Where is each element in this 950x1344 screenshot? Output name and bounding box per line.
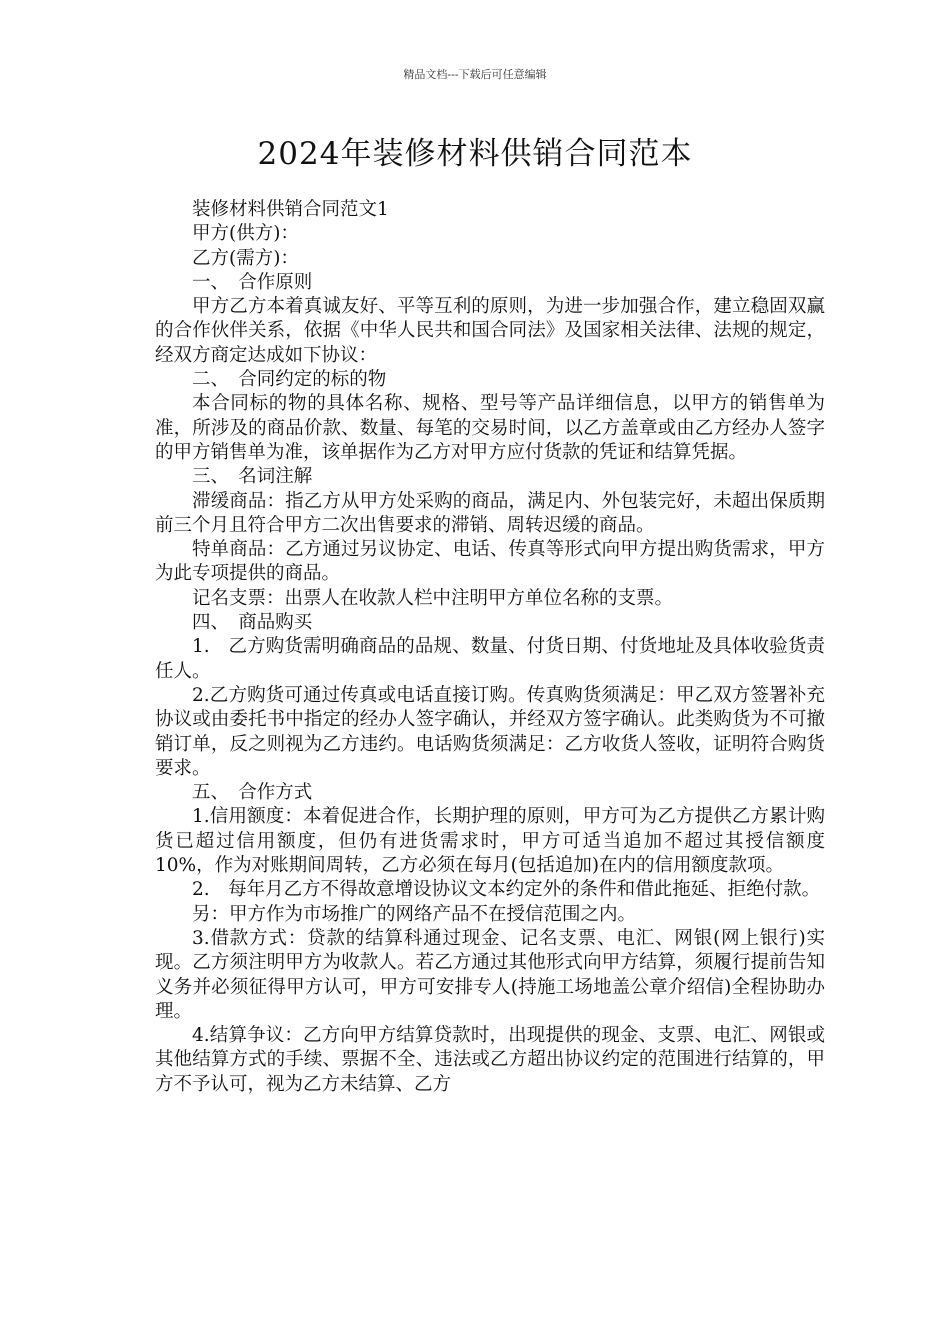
paragraph-party-a: 甲方(供方)： [192, 223, 299, 245]
paragraph-credit-limit: 1.信用额度：本着促进合作，长期护理的原则，甲方可为乙方提供乙方累计购货已超过信用额度，但仍有进货需求时，甲方可适当追加不超过其授信额度10%，作为对账期间周转，乙方必须在每月(包括追加)在内的信用额度款项。 [155, 806, 825, 877]
paragraph-payment-method: 3.借款方式：贷款的结算科通过现金、记名支票、电汇、网银(网上银行)实现。乙方须注明甲方为收款人。若乙方通过其他形式向甲方结算，须履行提前告知义务并必须征得甲方认可，甲方可安排专人(持施工场地盖公章介绍信)全程协助办理。 [155, 927, 825, 1022]
paragraph-purchase-2: 2.乙方购货可通过传真或电话直接订购。传真购货须满足：甲乙双方签署补充协议或由委托书中指定的经办人签字确认，并经双方签字确认。此类购货为不可撤销订单，反之则视为乙方违约。电话购货须满足：乙方收货人签收，证明符合购货要求。 [155, 684, 825, 779]
paragraph-no-delay: 2. 每年月乙方不得故意增设协议文本约定外的条件和借此拖延、拒绝付款。 [192, 879, 821, 901]
paragraph-principles: 甲方乙方本着真诚友好、平等互利的原则，为进一步加强合作，建立稳固双赢的合作伙伴关系，依据《中华人民共和国合同法》及国家相关法律、法规的规定，经双方商定达成如下协议： [155, 296, 825, 366]
section-heading-5: 五、 合作方式 [192, 782, 313, 804]
section-heading-2: 二、 合同约定的标的物 [192, 369, 387, 391]
document-title: 2024年装修材料供销合同范本 [257, 136, 693, 172]
paragraph-slow-goods: 滞缓商品：指乙方从甲方处采购的商品，满足内、外包装完好，未超出保质期前三个月且符合甲方二次出售要求的滞销、周转迟缓的商品。 [155, 490, 825, 536]
paragraph-named-cheque: 记名支票：出票人在收款人栏中注明甲方单位名称的支票。 [192, 587, 674, 609]
paragraph-purchase-1: 1. 乙方购货需明确商品的品规、数量、付货日期、付货地址及具体收验货责任人。 [155, 636, 825, 682]
section-heading-1: 一、 合作原则 [192, 271, 313, 293]
paragraph-special-goods: 特单商品：乙方通过另议协定、电话、传真等形式向甲方提出购货需求，甲方为此专项提供的商品。 [155, 539, 825, 585]
section-heading-4: 四、 商品购买 [192, 612, 313, 634]
paragraph-contract-heading: 装修材料供销合同范文1 [192, 199, 389, 220]
paragraph-party-b: 乙方(需方)： [192, 247, 299, 269]
paragraph-note: 另：甲方作为市场推广的网络产品不在授信范围之内。 [192, 903, 637, 925]
document-body [155, 198, 825, 1097]
paragraph-settlement-dispute: 4.结算争议：乙方向甲方结算贷款时，出现提供的现金、支票、电汇、网银或其他结算方式的手续、票据不全、违法或乙方超出协议约定的范围进行结算的，甲方不予认可，视为乙方未结算、乙方 [155, 1025, 825, 1095]
section-heading-3: 三、 名词注解 [192, 466, 313, 488]
paragraph-subject-matter: 本合同标的物的具体名称、规格、型号等产品详细信息，以甲方的销售单为准，所涉及的商品价款、数量、每笔的交易时间，以乙方盖章或由乙方经办人签字的甲方销售单为准，该单据作为乙方对甲方应付货款的凭证和结算凭据。 [155, 393, 825, 463]
page-header-note: 精品文档---下载后可任意编辑 [403, 68, 547, 81]
